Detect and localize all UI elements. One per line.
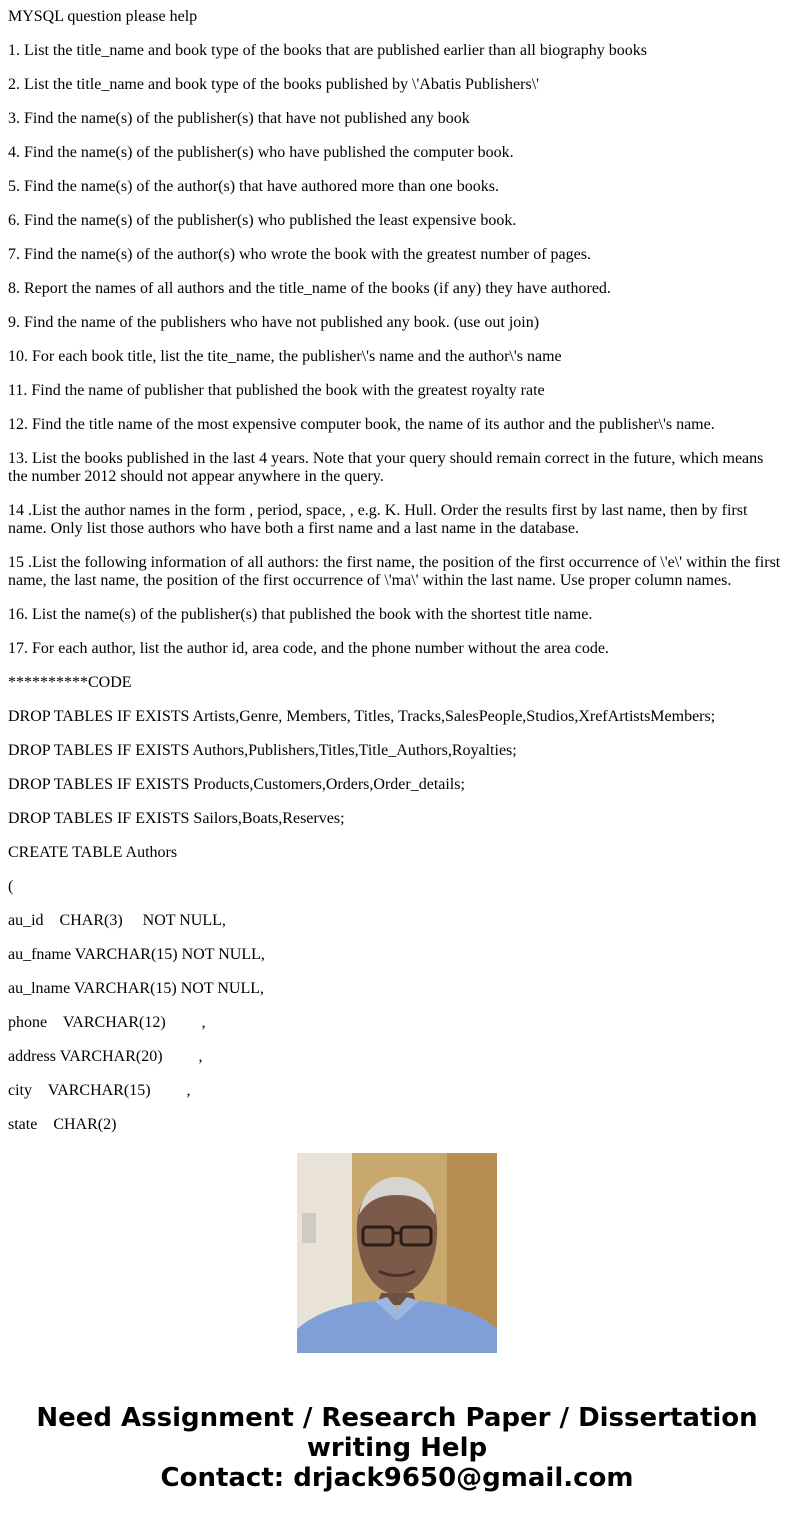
post-content	[8, 0, 786, 1133]
question-item: 2. List the title_name and book type of the books published by \'Abatis Publishers\'	[8, 76, 540, 93]
question-item: 3. Find the name(s) of the publisher(s) that have not published any book	[8, 110, 470, 127]
question-item: 6. Find the name(s) of the publisher(s) who published the least expensive book.	[8, 212, 517, 229]
question-item: 13. List the books published in the last 4 years. Note that your query should remain correct in the future, which means the number 2012 should not appear anywhere in the query.	[8, 450, 768, 485]
question-item: 10. For each book title, list the tite_name, the publisher\'s name and the author\'s name	[8, 348, 562, 365]
question-item: 1. List the title_name and book type of the books that are published earlier than all biography books	[8, 42, 647, 59]
code-line: DROP TABLES IF EXISTS Sailors,Boats,Reserves;	[8, 810, 345, 827]
code-block	[8, 708, 786, 1134]
promo-line-2: writing Help	[306, 1433, 488, 1463]
code-line: DROP TABLES IF EXISTS Products,Customers,Orders,Order_details;	[8, 776, 465, 793]
question-list	[8, 42, 786, 658]
question-item: 9. Find the name of the publishers who have not published any book. (use out join)	[8, 314, 540, 331]
promo-contact: Contact: drjack9650@gmail.com	[160, 1463, 634, 1493]
code-line: city VARCHAR(15) ,	[8, 1082, 191, 1099]
post-title: MYSQL question please help	[8, 8, 198, 25]
code-heading: **********CODE	[8, 674, 132, 691]
promo-banner	[0, 1403, 794, 1493]
code-line: DROP TABLES IF EXISTS Authors,Publishers,Titles,Title_Authors,Royalties;	[8, 742, 517, 759]
code-line: au_id CHAR(3) NOT NULL,	[8, 912, 226, 929]
question-item: 4. Find the name(s) of the publisher(s) who have published the computer book.	[8, 144, 514, 161]
question-item: 7. Find the name(s) of the author(s) who wrote the book with the greatest number of pages.	[8, 246, 591, 263]
code-line: (	[8, 878, 14, 895]
code-line: au_lname VARCHAR(15) NOT NULL,	[8, 980, 264, 997]
question-item: 12. Find the title name of the most expensive computer book, the name of its author and the publisher\'s name.	[8, 416, 715, 433]
person-photo-icon	[297, 1153, 497, 1353]
question-item: 16. List the name(s) of the publisher(s) that published the book with the shortest title name.	[8, 606, 593, 623]
question-item: 8. Report the names of all authors and the title_name of the books (if any) they have authored.	[8, 280, 611, 297]
question-item: 15 .List the following information of all authors: the first name, the position of the first occurrence of \'e\' within the first name, the last name, the position of the first occurrence of \'ma\' within the last name. Use proper column names.	[8, 554, 785, 589]
code-line: DROP TABLES IF EXISTS Artists,Genre, Members, Titles, Tracks,SalesPeople,Studios,XrefArtistsMembers;	[8, 708, 716, 725]
question-item: 17. For each author, list the author id, area code, and the phone number without the area code.	[8, 640, 609, 657]
code-line: phone VARCHAR(12) ,	[8, 1014, 206, 1031]
code-line: CREATE TABLE Authors	[8, 844, 178, 861]
question-item: 5. Find the name(s) of the author(s) that have authored more than one books.	[8, 178, 499, 195]
question-item: 14 .List the author names in the form , period, space, , e.g. K. Hull. Order the results first by last name, then by first name. Only list those authors who have both a first name and a last name in the database.	[8, 502, 752, 537]
code-line: address VARCHAR(20) ,	[8, 1048, 203, 1065]
promo-line-1: Need Assignment / Research Paper / Dissertation	[36, 1403, 758, 1433]
code-line: state CHAR(2)	[8, 1116, 117, 1133]
question-item: 11. Find the name of publisher that published the book with the greatest royalty rate	[8, 382, 545, 399]
code-line: au_fname VARCHAR(15) NOT NULL,	[8, 946, 265, 963]
author-avatar	[297, 1153, 497, 1353]
